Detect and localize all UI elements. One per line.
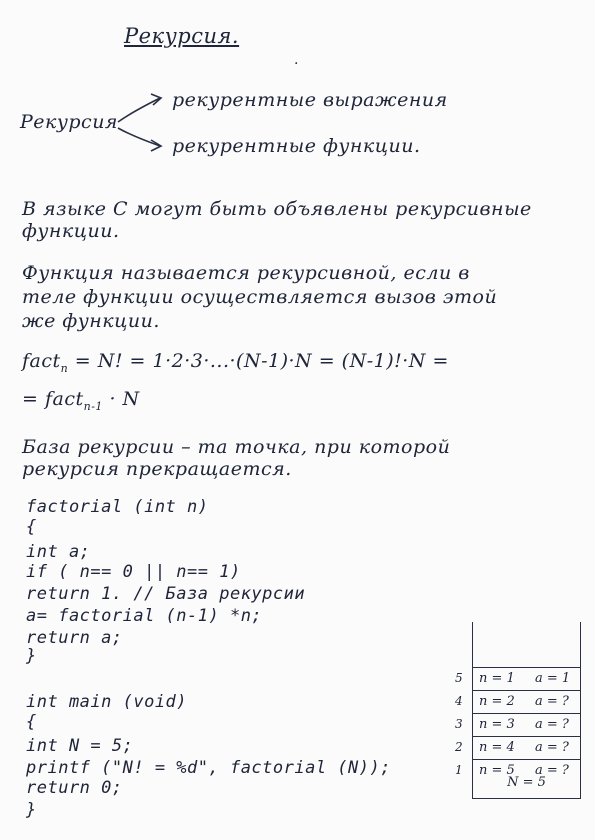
stack-index: 1 — [455, 763, 463, 777]
ink-dot: . — [294, 52, 299, 68]
formula-tail: · N — [102, 388, 140, 410]
stack-index: 2 — [455, 740, 463, 754]
formula-fact-2: = fact — [22, 388, 84, 410]
formula-sub-n-1: n-1 — [83, 399, 103, 413]
code-line-12: printf ("N! = %d", factorial (N)); — [26, 758, 391, 778]
code-line-7: return a; — [26, 628, 123, 648]
stack-index: 5 — [455, 671, 463, 685]
stack-frame-5 — [455, 667, 580, 691]
formula-fact: fact — [22, 350, 61, 372]
code-line-11: int N = 5; — [26, 736, 134, 756]
code-line-3: int a; — [26, 542, 91, 562]
text-line-2: функции. — [22, 220, 120, 242]
call-stack-diagram — [455, 622, 581, 799]
stack-a: a = 1 — [535, 671, 571, 686]
code-line-6: a= factorial (n-1) *n; — [26, 606, 263, 626]
base-line-2: рекурсия прекращается. — [22, 458, 292, 480]
stack-a: a = ? — [535, 717, 569, 732]
stack-a: a = ? — [535, 694, 569, 709]
code-line-10: { — [26, 712, 37, 732]
stack-frame-3 — [455, 713, 580, 737]
formula-sub-n: n — [60, 361, 69, 375]
code-line-13: return 0; — [26, 778, 123, 798]
code-line-4: if ( n== 0 || n== 1) — [26, 562, 241, 582]
stack-frame-2 — [455, 736, 580, 760]
formula-expression: = N! = 1·2·3·...·(N-1)·N = (N-1)!·N = — [68, 350, 449, 372]
text-line-4: теле функции осуществляется вызов этой — [22, 286, 498, 308]
code-line-1: factorial (int n) — [26, 497, 209, 517]
stack-index: 4 — [455, 694, 463, 708]
text-line-3: Функция называется рекурсивной, если в — [22, 262, 470, 284]
scheme-branch-functions: рекурентные функции. — [172, 135, 421, 157]
stack-n: n = 4 — [479, 740, 515, 755]
stack-index: 3 — [455, 717, 463, 731]
stack-a: a = ? — [535, 740, 569, 755]
stack-frame-4 — [455, 690, 580, 714]
code-line-2: { — [26, 517, 37, 537]
stack-n: n = 5 — [479, 763, 515, 778]
scheme-root: Рекурсия — [20, 111, 119, 133]
stack-n: n = 2 — [479, 694, 515, 709]
stack-main-frame: N = 5 — [507, 775, 546, 790]
formula-line-1 — [22, 350, 449, 375]
text-line-5: же функции. — [22, 310, 160, 332]
stack-a: a = ? — [535, 763, 569, 778]
code-line-9: int main (void) — [26, 692, 188, 712]
stack-n: n = 3 — [479, 717, 515, 732]
stack-n: n = 1 — [479, 671, 515, 686]
base-line-1: База рекурсии – та точка, при которой — [22, 436, 451, 458]
code-line-8: } — [26, 646, 37, 666]
code-line-5: return 1. // База рекурсии — [26, 584, 306, 604]
text-line-1: В языке С могут быть объявлены рекурсивные — [22, 198, 532, 220]
page-title: Рекурсия. — [124, 24, 240, 48]
scheme-branch-expressions: рекурентные выражения — [172, 89, 448, 111]
code-line-14: } — [26, 800, 37, 820]
formula-line-2 — [22, 388, 140, 413]
